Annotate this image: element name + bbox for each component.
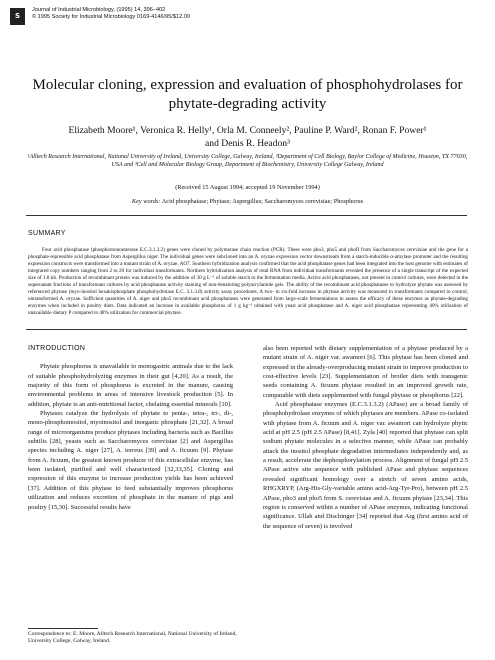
keywords <box>30 198 465 206</box>
authors-line-2: and Denis R. Headon³ <box>205 137 290 149</box>
footnote-rule <box>28 628 98 629</box>
divider-summary <box>26 329 467 330</box>
right-paragraph-1: also been reported with dietary supplementation of a phytase produced by a mutant strain of A. niger var. awamori [6]. This phytase has been cloned and expressed in the already-overproducing mutant strain to improve production to cost-effective levels [23]. Supplementation of broiler diets with transgenic seeds containing A. ficuum phytase resulted in an improved growth rate, comparable with diets supplemented with fungal phytase or phosphorus [22]. <box>263 345 468 399</box>
journal-copyright: © 1995 Society for Industrial Microbiology 0169-4146/95/$12.00 <box>32 14 191 21</box>
keywords-list: Acid phosphatase; Phytase; Aspergillus; Saccharomyces cerevisiae; Phosphorus <box>161 198 364 205</box>
right-paragraph-2: Acid phosphatase enzymes (E.C.3.1.3.2) (APase) are a broad family of phosphohydrolase enzymes of which phytases are members. APase co-isolated with phytase from A. ficuum and A. niger var. awamori can hydrolyze phytic acid at pH 2.5 (pH 2.5 APase) [8,41]. Zyla [40] reported that phytase can split sodium phytate molecules in a selective manner, while APase can probably attack the inositol phosphate degradation intermediates independently and, as a result, accelerate the dephosphorylation process. Alignment of fungal pH 2.5 APase active site sequence with published APase and phytase sequences revealed significant homology over a stretch of seven amino acids, RHGXRYP, (Arg-His-Gly-variable amino acid-Arg-Tyr-Pro), between pH 2.5 APase, pho3 and pho5 from S. cerevisiae and A. ficuum phytase [23,34]. This region is conserved within a number of APase enzymes, indicating functional significance. Ullah and Dischinger [34] reported that Arg (first amino acid of the sequence of seven) is involved <box>263 401 468 530</box>
authors-line-1: Elizabeth Moore¹, Veronica R. Helly¹, Orla M. Conneely², Pauline P. Ward², Ronan F. Power¹ <box>68 125 427 136</box>
correspondence-footnote: Correspondence to: E. Moore, Alltech Research International, National University of Ireland, University College, Galway, Ireland. <box>28 631 237 645</box>
left-paragraph-1: Phytate phosphorus is unavailable to monogastric animals due to the lack of suitable phosphohydrolyzing enzymes in their gut [4,20]. As a result, the majority of this form of phosphorus is excreted in the manure, causing environmental problems in areas of intensive livestock production [5]. In addition, phytate is an anti-nutritional factor, chelating essential minerals [10]. <box>28 363 233 408</box>
journal-logo: S <box>10 8 25 25</box>
divider-top <box>26 215 467 216</box>
right-column <box>263 344 468 531</box>
left-paragraph-2: Phytases catalyze the hydrolysis of phytate to penta-, tetra-, tri-, di-, mono-phosphoinositol, myoinositol and inorganic phosphate [21,32]. A broad range of microorganisms produce phytases including bacteria such as Bacillus subtilis [28], yeasts such as Saccharomyces cerevisiae [2] and Aspergillus species including A. niger [27], A. terreus [39] and A. ficuum [9]. Phytase from A. ficuum, the greatest known producer of this extracellular enzyme, has been isolated, purified and well characterized [32,33,35]. Cloning and expression of this enzyme to increase production yields has been achieved [37]. Addition of this phytase to feed substantially improves phosphorus utilization and reduces excretion of phosphate in the manure of pigs and poultry [15,30]. Successful results have <box>28 410 233 511</box>
author-list <box>30 125 465 150</box>
journal-name: Journal of Industrial Microbiology, (1995) 14, 396–402 <box>32 7 166 13</box>
keywords-label: Key words: <box>131 198 161 205</box>
intro-heading: INTRODUCTION <box>28 345 86 352</box>
summary-heading: SUMMARY <box>28 230 66 237</box>
affiliations: ¹Alltech Research International, National University of Ireland, University College, Galway, Ireland, ²Department of Cell Biology, Baylor College of Medicine, Houston, TX 77030, USA and ³Cell and Molecular Biology Group, Department of Biochemistry, University College Galway, Ireland <box>27 154 468 169</box>
received-dates: (Received 15 August 1994; accepted 19 November 1994) <box>175 184 320 191</box>
journal-header <box>32 7 190 22</box>
left-column <box>28 344 233 512</box>
paper-title: Molecular cloning, expression and evaluation of phosphohydrolases for phytate-degrading activity <box>32 77 463 112</box>
summary-text: Four acid phosphatase (phosphomonoesterase E.C.3.1.3.2) genes were cloned by polymerase chain reaction (PCR). These were pho3, pho5 and phoII from Saccharomyces cerevisiae and the gene for a phosphate-repressible acid phosphatase from Aspergillus niger. The individual genes were subcloned into an A. oryzae expression vector downstream from a starch-inducible α-amylase promoter and the resulting expression constructs were transformed into a mutant strain of A. oryzae, AO7. Southern hybridization analysis confirmed that the acid phosphatase genes had been integrated into the host genome with estimates of integrated copy numbers ranging from 2 to 20 for individual transformants. Northern hybridization analysis of total RNA from individual transformants revealed the presence of a single transcript of the expected size of 1.8 kb. Production of recombinant protein was induced by the addition of 30 g L⁻¹ of soluble starch to the fermentation media. Active acid phosphatases, not present in control cultures, were detected in the supernatant fractions of transformant cultures by acid phosphatase activity staining of non-denaturing polyacrylamide gels. The ability of the recombinant acid phosphatases to hydrolyze phytate was assessed by referenced phytase (myo-inositol hexakisphosphate phosphohydrolase E.C. 3.1.3.8) activity assay procedures. A two- to six-fold increase in phytase activity was measured in transformants compared to control, untransformed A. oryzae. Sufficient quantities of A. niger and pho5 recombinant acid phosphatases were generated from large-scale fermentations to assess the efficacy of these enzymes as phytate-degrading enzymes when included in poultry diets. Data indicated an increase in available phosphorus of 1 g kg⁻¹ obtained with yeast acid phosphatase and A. niger acid phosphatase representing 40% utilization of unavailable dietary P compared to 48% utilization for commercial phytase. <box>28 247 468 317</box>
